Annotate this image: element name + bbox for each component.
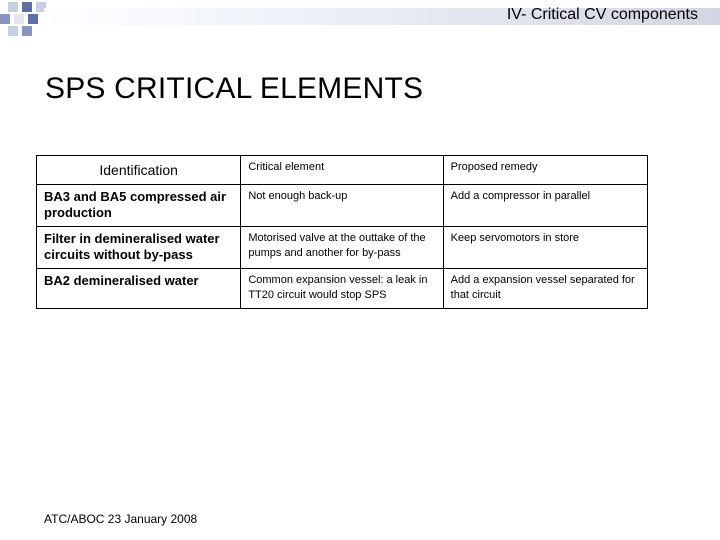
- identification-cell: BA2 demineralised water: [37, 269, 241, 309]
- critical-element-cell: Common expansion vessel: a leak in TT20 circuit would stop SPS: [241, 269, 443, 309]
- header-critical-element: Critical element: [241, 156, 443, 185]
- remedy-cell: Add a compressor in parallel: [443, 185, 647, 227]
- table-row: [37, 185, 648, 227]
- critical-element-cell: Motorised valve at the outtake of the pumps and another for by-pass: [241, 227, 443, 269]
- header-proposed-remedy: Proposed remedy: [443, 156, 647, 185]
- section-title: IV- Critical CV components: [506, 6, 698, 23]
- critical-element-cell: Not enough back-up: [241, 185, 443, 227]
- remedy-cell: Keep servomotors in store: [443, 227, 647, 269]
- identification-cell: Filter in demineralised water circuits without by-pass: [37, 227, 241, 269]
- critical-elements-table: [36, 155, 648, 309]
- table-header-row: [37, 156, 648, 185]
- table-row: [37, 269, 648, 309]
- footer-text: ATC/ABOC 23 January 2008: [44, 512, 198, 526]
- page-title: SPS CRITICAL ELEMENTS: [45, 72, 424, 105]
- identification-cell: BA3 and BA5 compressed air production: [37, 185, 241, 227]
- header-identification: Identification: [37, 156, 241, 185]
- remedy-cell: Add a expansion vessel separated for that circuit: [443, 269, 647, 309]
- table-row: [37, 227, 648, 269]
